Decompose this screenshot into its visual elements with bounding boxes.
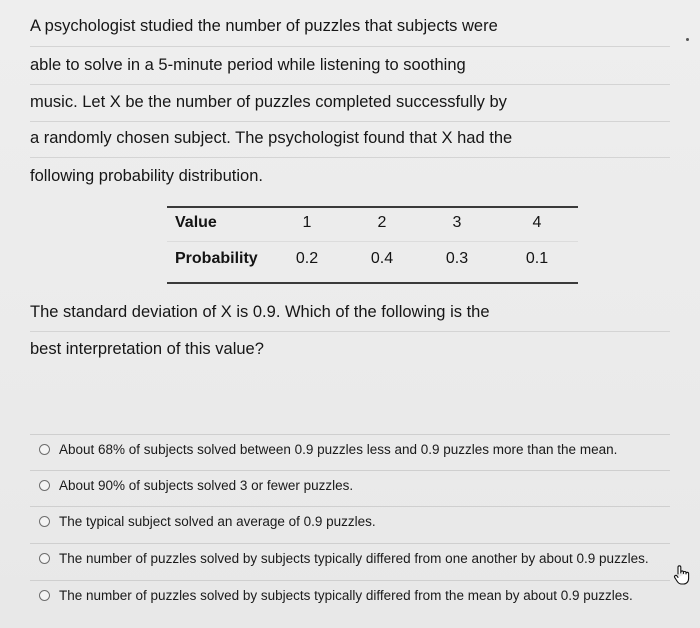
probability-distribution-table <box>167 206 578 284</box>
answer-option-2[interactable] <box>30 470 670 506</box>
probability-cell: 0.2 <box>295 250 319 267</box>
intro-line-1: A psychologist studied the number of puzzles that subjects were <box>30 17 498 35</box>
probability-header: Probability <box>175 250 258 267</box>
option-divider <box>30 543 670 544</box>
line-divider <box>30 84 670 85</box>
value-header: Value <box>175 214 217 231</box>
radio-button[interactable] <box>39 516 50 527</box>
answer-option-4[interactable] <box>30 543 670 579</box>
radio-button[interactable] <box>39 480 50 491</box>
intro-line-4: a randomly chosen subject. The psychologist found that X had the <box>30 129 513 147</box>
value-cell: 1 <box>302 214 312 231</box>
option-label[interactable]: The typical subject solved an average of 0.9 puzzles. <box>59 514 376 529</box>
intro-line-3: music. Let X be the number of puzzles completed successfully by <box>30 93 507 111</box>
option-divider <box>30 470 670 471</box>
answer-option-3[interactable] <box>30 506 670 542</box>
option-divider <box>30 580 670 581</box>
probability-cell: 0.4 <box>370 250 394 267</box>
question-line-2: best interpretation of this value? <box>30 340 264 358</box>
line-divider <box>30 331 670 332</box>
probability-cell: 0.1 <box>525 250 549 267</box>
radio-button[interactable] <box>39 553 50 564</box>
intro-line-5: following probability distribution. <box>30 167 263 185</box>
option-label[interactable]: The number of puzzles solved by subjects typically differed from one another by about 0.9 puzzles. <box>59 551 649 566</box>
value-cell: 3 <box>452 214 462 231</box>
value-cell: 4 <box>532 214 542 231</box>
question-line-1: The standard deviation of X is 0.9. Which of the following is the <box>30 303 490 321</box>
option-divider <box>30 506 670 507</box>
table-divider <box>167 241 578 242</box>
option-label[interactable]: The number of puzzles solved by subjects typically differed from the mean by about 0.9 puzzles. <box>59 588 633 603</box>
dot-mark <box>686 38 689 41</box>
option-label[interactable]: About 90% of subjects solved 3 or fewer puzzles. <box>59 478 354 493</box>
radio-button[interactable] <box>39 444 50 455</box>
option-label[interactable]: About 68% of subjects solved between 0.9 puzzles less and 0.9 puzzles more than the mean. <box>59 442 618 457</box>
line-divider <box>30 121 670 122</box>
table-row-value <box>167 208 578 238</box>
probability-cell: 0.3 <box>445 250 469 267</box>
line-divider <box>30 157 670 158</box>
line-divider <box>30 46 670 47</box>
intro-line-2: able to solve in a 5-minute period while listening to soothing <box>30 56 466 74</box>
option-divider <box>30 434 670 435</box>
table-row-probability <box>167 244 578 274</box>
answer-option-1[interactable] <box>30 434 670 470</box>
value-cell: 2 <box>377 214 387 231</box>
answer-option-5[interactable] <box>30 580 670 616</box>
radio-button[interactable] <box>39 590 50 601</box>
hand-pointer-icon <box>672 564 692 586</box>
